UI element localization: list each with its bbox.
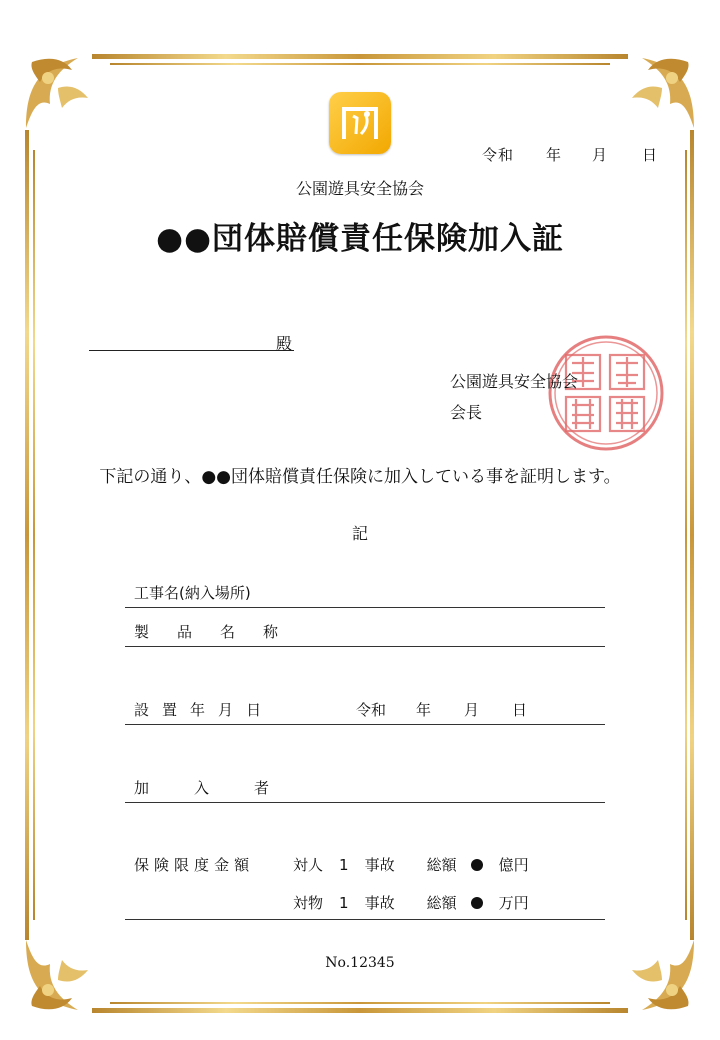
- property-damage-limit: 対物 1 事故 総額 万円: [293, 894, 529, 912]
- header-org: 公園遊具安全協会: [295, 179, 424, 198]
- issuer-org: 公園遊具安全協会: [450, 372, 579, 391]
- certificate-title: ●●団体賠償責任保険加入証: [155, 221, 565, 257]
- issue-date-era: 令和: [482, 146, 515, 164]
- product-name-label: 製 品 名 称: [134, 623, 279, 641]
- issue-date: [482, 144, 658, 165]
- issue-date-day: 日: [642, 146, 659, 164]
- install-date-value: 令和 年 月 日: [356, 701, 528, 719]
- amount-blank-dot: [471, 859, 483, 871]
- issue-date-year: 年: [546, 146, 563, 164]
- work-name-line: [125, 607, 605, 608]
- association-logo-icon: [329, 92, 391, 154]
- corner-ornament-icon: [610, 48, 702, 140]
- product-name-line: [125, 646, 605, 647]
- corner-ornament-icon: [18, 48, 110, 140]
- amount-blank-dot: [471, 897, 483, 909]
- issuer-title: 会長: [450, 403, 483, 422]
- install-date-line: [125, 724, 605, 725]
- work-name-label: 工事名(納入場所): [134, 584, 251, 602]
- certificate-number: No.12345: [325, 955, 395, 971]
- subscriber-line: [125, 802, 605, 803]
- bodily-injury-limit: 対人 1 事故 総額 億円: [293, 856, 529, 874]
- coverage-limit-line: [125, 919, 605, 920]
- corner-ornament-icon: [610, 928, 702, 1020]
- corner-ornament-icon: [18, 928, 110, 1020]
- seal-stamp: [546, 333, 666, 453]
- subscriber-label: 加 入 者: [134, 779, 270, 797]
- addressee-suffix: 殿: [276, 334, 293, 353]
- install-date-label: 設 置 年 月 日: [134, 701, 262, 719]
- coverage-limit-label: 保 険 限 度 金 額: [134, 856, 250, 874]
- addressee-line: [89, 350, 294, 351]
- ki-heading: 記: [351, 524, 368, 543]
- issue-date-month: 月: [592, 146, 609, 164]
- certification-statement: 下記の通り、●●団体賠償責任保険に加入している事を証明します。: [99, 467, 621, 487]
